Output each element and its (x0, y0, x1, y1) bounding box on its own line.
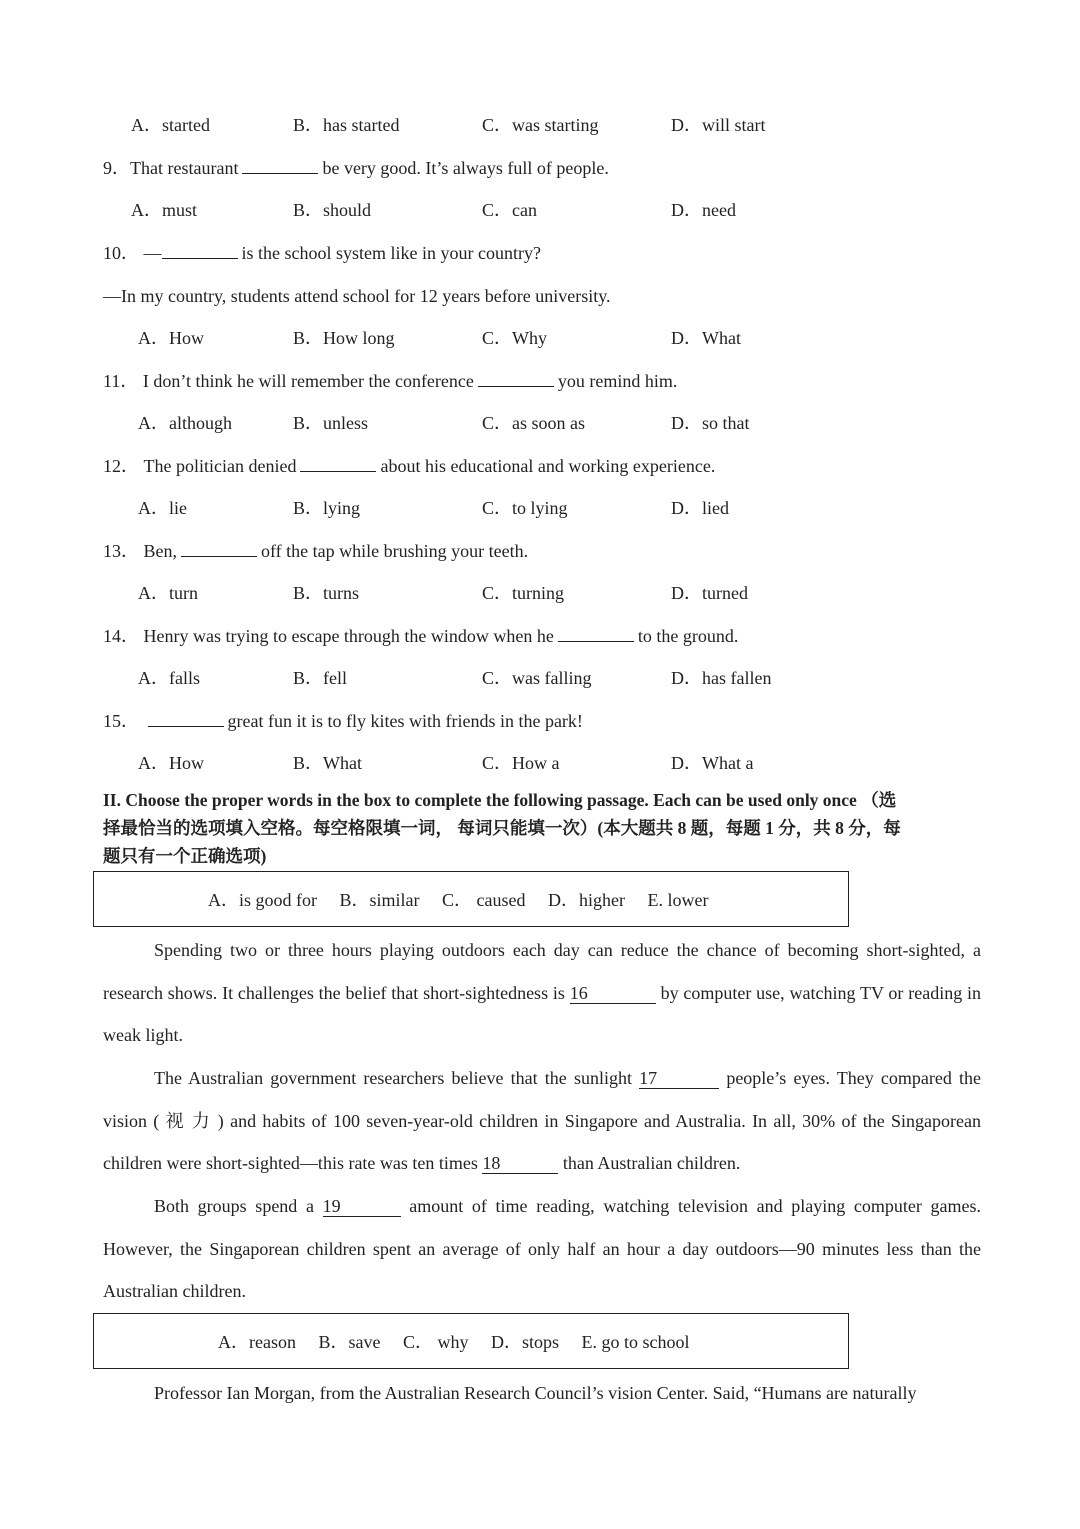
question-10-reply: —In my country, students attend school for 12 years before university. (103, 286, 611, 306)
q15-options (0, 752, 1080, 774)
answer-blank[interactable] (478, 370, 554, 387)
question-text: about his educational and working experience. (380, 456, 716, 476)
word-box (93, 1313, 849, 1369)
option-a[interactable]: A．falls (138, 668, 200, 688)
option-b[interactable]: B．has started (293, 115, 400, 135)
option-b[interactable]: B．What (293, 753, 362, 773)
numbered-blank[interactable]: 19 (323, 1196, 401, 1217)
question-number: 15． (103, 711, 139, 731)
option-d[interactable]: D．lied (671, 498, 729, 518)
option-d[interactable]: D．What (671, 328, 741, 348)
question-text: is the school system like in your country? (241, 243, 541, 263)
option-c[interactable]: C．was starting (482, 115, 599, 135)
word-option[interactable]: D．higher (547, 890, 625, 910)
passage-text: The Australian government researchers believe that the sunlight (154, 1068, 632, 1088)
question-number: 10． (103, 243, 139, 263)
question-text: Ben, (143, 541, 177, 561)
section-title-line: II. Choose the proper words in the box to complete the following passage. Each can be used only once （选 (103, 790, 897, 810)
option-c[interactable]: C．was falling (482, 668, 592, 688)
option-d[interactable]: D．will start (671, 115, 766, 135)
numbered-blank[interactable]: 18 (482, 1153, 558, 1174)
question-14 (103, 625, 738, 647)
passage-text: by computer use, watching TV or reading in weak light. (103, 982, 982, 1046)
option-b[interactable]: B．How long (293, 328, 395, 348)
option-b[interactable]: B．lying (293, 498, 361, 518)
option-c[interactable]: C．can (482, 200, 537, 220)
passage-paragraph (103, 929, 981, 1057)
question-text: you remind him. (557, 371, 678, 391)
section-title-line: 题只有一个正确选项) (103, 846, 267, 866)
option-b[interactable]: B．turns (293, 583, 360, 603)
numbered-blank[interactable]: 16 (570, 983, 656, 1004)
passage-paragraph (103, 1372, 981, 1415)
question-12 (103, 455, 715, 477)
option-a[interactable]: A．How (138, 753, 204, 773)
question-text: off the tap while brushing your teeth. (261, 541, 529, 561)
question-10 (103, 242, 541, 264)
passage-text: amount of time reading, watching television and playing computer games. However, the Singaporean children spent an average of only half an hour a day outdoors—90 minutes less than the Australian children. (103, 1196, 981, 1302)
numbered-blank[interactable]: 17 (639, 1068, 719, 1089)
answer-blank[interactable] (558, 625, 634, 642)
word-option[interactable]: C． caused (442, 890, 526, 910)
option-c[interactable]: C．turning (482, 583, 565, 603)
q8-options (0, 114, 1080, 136)
question-text: I don’t think he will remember the conference (142, 371, 474, 391)
q10-options (0, 327, 1080, 349)
option-c[interactable]: C．Why (482, 328, 547, 348)
q12-options (0, 497, 1080, 519)
word-option[interactable]: A．is good for (208, 890, 317, 910)
passage-text: than Australian children. (562, 1153, 741, 1174)
q9-options (0, 199, 1080, 221)
word-option[interactable]: E. lower (647, 890, 709, 910)
option-d[interactable]: D．so that (671, 413, 750, 433)
option-c[interactable]: C．to lying (482, 498, 568, 518)
q14-options (0, 667, 1080, 689)
question-text: That restaurant (130, 158, 239, 178)
question-number: 9． (103, 158, 130, 178)
question-text: The politician denied (143, 456, 297, 476)
q11-options (0, 412, 1080, 434)
q13-options (0, 582, 1080, 604)
option-d[interactable]: D．turned (671, 583, 748, 603)
answer-blank[interactable] (162, 242, 238, 259)
option-b[interactable]: B．should (293, 200, 372, 220)
option-a[interactable]: A．lie (138, 498, 187, 518)
question-text: great fun it is to fly kites with friends in the park! (227, 711, 583, 731)
passage-text: Both groups spend a (154, 1196, 314, 1216)
word-option[interactable]: D．stops (491, 1332, 560, 1352)
option-a[interactable]: A．turn (138, 583, 198, 603)
question-text: to the ground. (637, 626, 739, 646)
option-c[interactable]: C．How a (482, 753, 560, 773)
question-11 (103, 370, 677, 392)
option-a[interactable]: A．although (138, 413, 232, 433)
answer-blank[interactable] (242, 157, 318, 174)
passage-paragraph (103, 1185, 981, 1313)
answer-blank[interactable] (300, 455, 376, 472)
passage-text: people’s eyes. They compared the vision ( 视 力 ) and habits of 100 seven-year-old children in Singapore and Australia. In all, 30% of the Singaporean children were short-sighted—this rate was ten times (103, 1068, 982, 1174)
word-option[interactable]: B．similar (339, 890, 420, 910)
option-d[interactable]: D．has fallen (671, 668, 772, 688)
answer-blank[interactable] (148, 710, 224, 727)
option-a[interactable]: A．started (131, 115, 210, 135)
answer-blank[interactable] (181, 540, 257, 557)
section-title-line: 择最恰当的选项填入空格。每空格限填一词， 每词只能填一次）(本大题共 8 题，每题 1 分，共 8 分，每 (103, 818, 901, 838)
question-number: 12． (103, 456, 139, 476)
option-a[interactable]: A．How (138, 328, 204, 348)
option-b[interactable]: B．unless (293, 413, 369, 433)
option-d[interactable]: D．What a (671, 753, 754, 773)
question-13 (103, 540, 528, 562)
word-option[interactable]: B．save (318, 1332, 381, 1352)
question-9 (103, 157, 609, 179)
question-number: 11． (103, 371, 139, 391)
option-d[interactable]: D．need (671, 200, 736, 220)
section-title (103, 786, 983, 870)
option-b[interactable]: B．fell (293, 668, 347, 688)
option-a[interactable]: A．must (131, 200, 198, 220)
word-box (93, 871, 849, 927)
question-text: Henry was trying to escape through the window when he (143, 626, 554, 646)
word-box-items (208, 889, 726, 911)
question-text: be very good. It’s always full of people. (322, 158, 609, 178)
question-number: 13． (103, 541, 139, 561)
question-number: 14． (103, 626, 139, 646)
word-box-items (218, 1331, 708, 1353)
option-c[interactable]: C．as soon as (482, 413, 585, 433)
question-15 (103, 710, 583, 732)
question-text: — (143, 243, 162, 263)
passage-text: Professor Ian Morgan, from the Australian Research Council’s vision Center. Said, “Humans are naturally (154, 1383, 917, 1403)
word-option[interactable]: C． why (402, 1332, 469, 1352)
word-option[interactable]: A．reason (218, 1332, 296, 1352)
passage-text: Spending two or three hours playing outdoors each day can reduce the chance of becoming short-sighted, a research shows. It challenges the belief that short-sightedness is (103, 940, 981, 1003)
passage-paragraph (103, 1057, 981, 1185)
word-option[interactable]: E. go to school (581, 1332, 690, 1352)
